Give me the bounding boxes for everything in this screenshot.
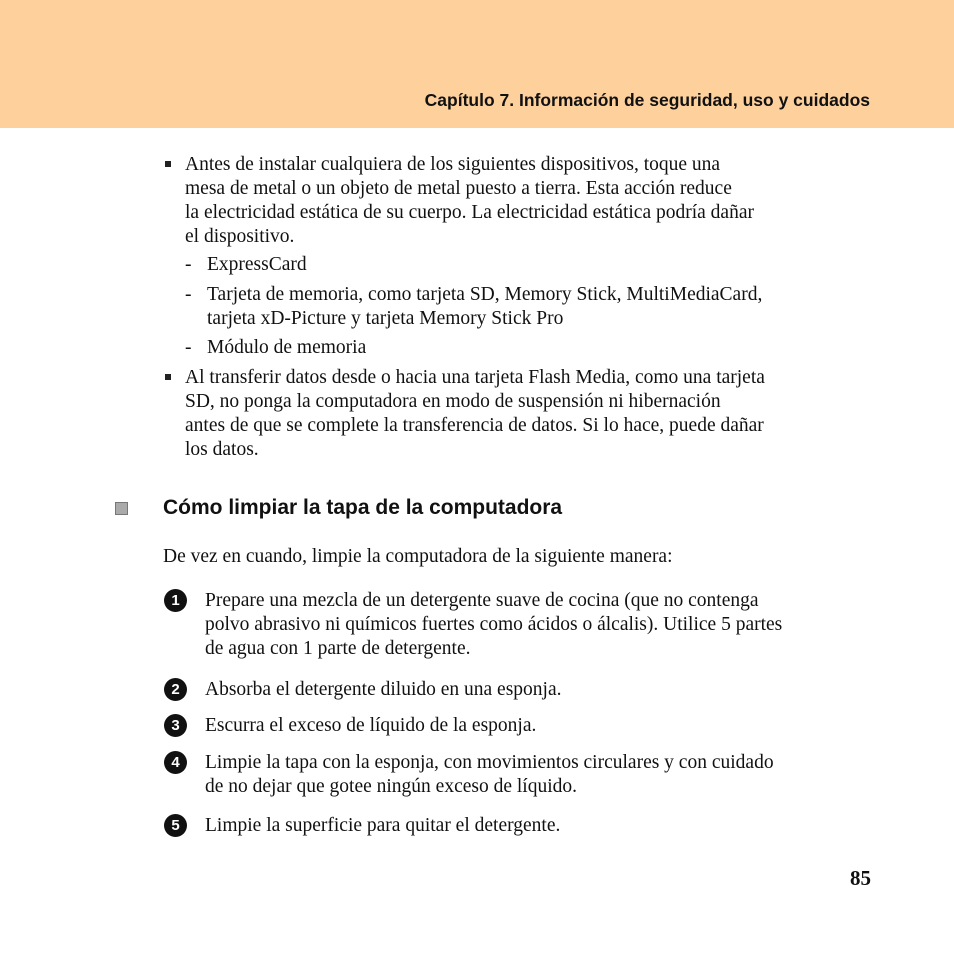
step-number-badge: 4 xyxy=(164,751,187,774)
text-line: Limpie la superficie para quitar el detergente. xyxy=(205,815,561,836)
subitem xyxy=(207,283,762,331)
text-line: antes de que se complete la transferencia de datos. Si lo hace, puede dañar xyxy=(185,415,764,436)
text-line: Tarjeta de memoria, como tarjeta SD, Memory Stick, MultiMediaCard, xyxy=(207,284,763,305)
step-number-badge: 5 xyxy=(164,814,187,837)
text-line: tarjeta xD-Picture y tarjeta Memory Stick Pro xyxy=(207,308,564,329)
text-line: mesa de metal o un objeto de metal puesto a tierra. Esta acción reduce xyxy=(185,178,732,199)
chapter-title: Capítulo 7. Información de seguridad, uso y cuidados xyxy=(424,90,870,110)
dash-marker: - xyxy=(185,284,192,305)
dash-marker: - xyxy=(185,337,192,358)
page-number: 85 xyxy=(850,866,871,890)
subitem xyxy=(207,253,307,277)
dash-marker: - xyxy=(185,254,192,275)
section-square-icon xyxy=(115,502,128,515)
text-line: Limpie la tapa con la esponja, con movimientos circulares y con cuidado xyxy=(205,752,774,773)
step-text xyxy=(205,714,536,738)
text-line: Antes de instalar cualquiera de los siguientes dispositivos, toque una xyxy=(185,154,721,175)
text-line: Prepare una mezcla de un detergente suave de cocina (que no contenga xyxy=(205,590,759,611)
text-line: polvo abrasivo ni químicos fuertes como ácidos o álcalis). Utilice 5 partes xyxy=(205,614,783,635)
text-line: ExpressCard xyxy=(207,254,307,275)
step-number-badge: 1 xyxy=(164,589,187,612)
subitem xyxy=(207,336,366,360)
text-line: Absorba el detergente diluido en una esponja. xyxy=(205,679,562,700)
step-text xyxy=(205,589,782,661)
text-line: Módulo de memoria xyxy=(207,337,367,358)
bullet-paragraph xyxy=(185,153,754,249)
step-number-badge: 2 xyxy=(164,678,187,701)
bullet-paragraph xyxy=(185,366,765,462)
section-title: Cómo limpiar la tapa de la computadora xyxy=(163,496,563,519)
text-line: de agua con 1 parte de detergente. xyxy=(205,638,471,659)
step-number-badge: 3 xyxy=(164,714,187,737)
step-text xyxy=(205,814,560,838)
step-text xyxy=(205,751,774,799)
square-bullet-icon xyxy=(165,374,171,380)
square-bullet-icon xyxy=(165,161,171,167)
text-line: Al transferir datos desde o hacia una tarjeta Flash Media, como una tarjeta xyxy=(185,367,765,388)
text-line: SD, no ponga la computadora en modo de suspensión ni hibernación xyxy=(185,391,721,412)
text-line: los datos. xyxy=(185,439,259,460)
text-line: el dispositivo. xyxy=(185,226,295,247)
text-line: de no dejar que gotee ningún exceso de líquido. xyxy=(205,776,578,797)
section-intro: De vez en cuando, limpie la computadora de la siguiente manera: xyxy=(163,546,673,567)
step-text xyxy=(205,678,562,702)
text-line: la electricidad estática de su cuerpo. La electricidad estática podría dañar xyxy=(185,202,754,223)
text-line: Escurra el exceso de líquido de la esponja. xyxy=(205,715,537,736)
